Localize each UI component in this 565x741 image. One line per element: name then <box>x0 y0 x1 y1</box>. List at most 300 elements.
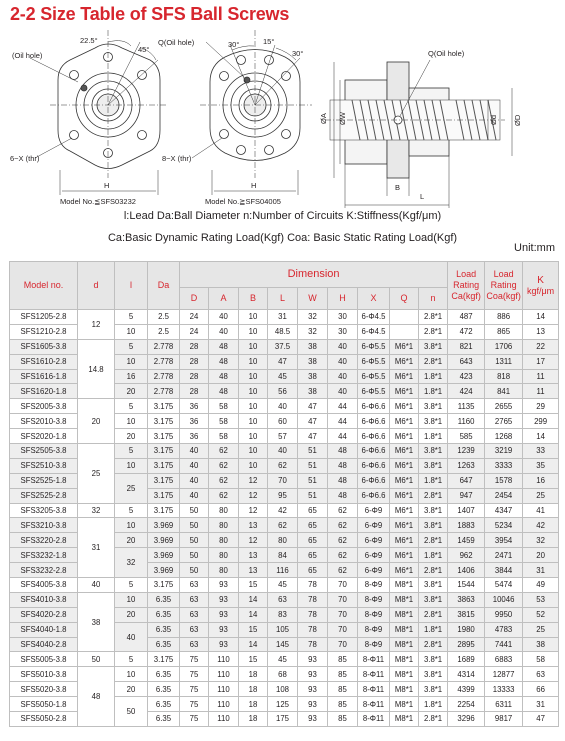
right-phi-w-label: ØW <box>338 112 347 125</box>
table-cell: 93 <box>298 697 328 712</box>
table-cell: 50 <box>78 652 115 667</box>
table-cell: 6.35 <box>148 682 180 697</box>
table-cell: SFS1205-2.8 <box>10 310 78 325</box>
table-cell: M8*1 <box>390 607 419 622</box>
table-cell: 44 <box>328 399 358 414</box>
table-cell: 2.8*1 <box>419 637 448 652</box>
table-cell: 10 <box>115 414 148 429</box>
table-cell: 7441 <box>485 637 523 652</box>
table-cell: SFS1616-1.8 <box>10 369 78 384</box>
table-cell: 48 <box>328 473 358 488</box>
table-cell: 8-Φ11 <box>358 652 390 667</box>
table-cell: 3.8*1 <box>419 518 448 533</box>
table-cell: 14 <box>239 607 268 622</box>
table-cell: 6-Φ5.5 <box>358 384 390 399</box>
table-cell: 75 <box>180 667 209 682</box>
table-cell: SFS4005-3.8 <box>10 578 78 593</box>
table-cell: M8*1 <box>390 637 419 652</box>
table-cell: 1.8*1 <box>419 429 448 444</box>
table-cell: 33 <box>523 444 559 459</box>
table-cell: 36 <box>180 429 209 444</box>
header-dim-b: B <box>239 288 268 310</box>
table-cell: 65 <box>298 548 328 563</box>
table-cell: 40 <box>180 458 209 473</box>
table-cell: 10 <box>239 399 268 414</box>
table-cell: M6*1 <box>390 563 419 578</box>
table-cell: 2.8*1 <box>419 324 448 339</box>
table-cell: 28 <box>180 354 209 369</box>
table-cell: 93 <box>298 682 328 697</box>
table-cell: 1980 <box>448 622 485 637</box>
table-cell: 2.8*1 <box>419 712 448 727</box>
table-cell: 8-Φ9 <box>358 607 390 622</box>
spec-table <box>9 261 559 727</box>
table-cell: 85 <box>328 652 358 667</box>
table-cell: 1.8*1 <box>419 384 448 399</box>
table-cell: SFS3232-2.8 <box>10 563 78 578</box>
table-cell: 78 <box>298 622 328 637</box>
table-cell: 31 <box>268 310 298 325</box>
table-cell: 2.8*1 <box>419 607 448 622</box>
table-cell: M6*1 <box>390 384 419 399</box>
table-cell: 62 <box>268 518 298 533</box>
table-cell: 10 <box>239 429 268 444</box>
table-cell: 78 <box>298 637 328 652</box>
side-view-drawing <box>325 60 512 208</box>
table-cell: 2.8*1 <box>419 533 448 548</box>
table-cell: 85 <box>328 667 358 682</box>
table-cell: 75 <box>180 697 209 712</box>
table-cell: 1689 <box>448 652 485 667</box>
table-header <box>10 262 559 310</box>
table-cell: 48 <box>209 339 239 354</box>
table-cell: 40 <box>209 324 239 339</box>
table-cell: 80 <box>268 533 298 548</box>
table-cell: SFS2010-3.8 <box>10 414 78 429</box>
table-cell: 40 <box>328 384 358 399</box>
table-cell: 62 <box>209 473 239 488</box>
table-cell: 58 <box>209 399 239 414</box>
table-cell: M8*1 <box>390 697 419 712</box>
table-cell: 818 <box>485 369 523 384</box>
table-cell: 20 <box>115 682 148 697</box>
table-cell: 1268 <box>485 429 523 444</box>
table-cell: 8-Φ9 <box>358 578 390 593</box>
table-cell: SFS2020-1.8 <box>10 429 78 444</box>
table-cell: M6*1 <box>390 429 419 444</box>
table-cell: 75 <box>180 652 209 667</box>
header-model: Model no. <box>10 262 78 310</box>
table-cell: 18 <box>239 712 268 727</box>
table-cell: 38 <box>298 339 328 354</box>
table-cell: 3.969 <box>148 518 180 533</box>
table-cell: 6-Φ6.6 <box>358 414 390 429</box>
table-cell: 93 <box>209 622 239 637</box>
table-cell: 10 <box>115 592 148 607</box>
table-cell: SFS4040-2.8 <box>10 637 78 652</box>
table-cell: 47 <box>268 354 298 369</box>
table-cell: SFS3210-3.8 <box>10 518 78 533</box>
table-cell: 80 <box>209 548 239 563</box>
table-cell: 3.175 <box>148 429 180 444</box>
table-cell: SFS1605-3.8 <box>10 339 78 354</box>
table-cell: M6*1 <box>390 458 419 473</box>
table-cell: 3863 <box>448 592 485 607</box>
table-cell: 2.5 <box>148 310 180 325</box>
table-cell: 5 <box>115 310 148 325</box>
table-cell: SFS2005-3.8 <box>10 399 78 414</box>
table-cell: 3.175 <box>148 578 180 593</box>
table-cell: 1706 <box>485 339 523 354</box>
table-cell: 821 <box>448 339 485 354</box>
table-cell: 17 <box>523 354 559 369</box>
table-cell: 42 <box>523 518 559 533</box>
table-cell: 3219 <box>485 444 523 459</box>
table-cell: 9817 <box>485 712 523 727</box>
table-cell: 40 <box>180 444 209 459</box>
table-cell: 8-Φ11 <box>358 682 390 697</box>
table-cell: SFS3205-3.8 <box>10 503 78 518</box>
table-cell: 3.8*1 <box>419 592 448 607</box>
table-cell: 5 <box>115 652 148 667</box>
table-cell: 6-Φ6.6 <box>358 488 390 503</box>
table-cell: 14 <box>523 310 559 325</box>
table-cell: 32 <box>298 324 328 339</box>
table-cell: 10 <box>239 444 268 459</box>
table-cell: 3.175 <box>148 414 180 429</box>
table-cell: 25 <box>78 444 115 504</box>
table-cell: 20 <box>115 607 148 622</box>
table-row <box>10 503 559 518</box>
table-cell: 78 <box>298 607 328 622</box>
table-cell: M6*1 <box>390 548 419 563</box>
table-cell: 78 <box>298 578 328 593</box>
table-cell: 10 <box>115 458 148 473</box>
table-cell: 25 <box>523 622 559 637</box>
table-cell: 6311 <box>485 697 523 712</box>
table-cell: 20 <box>523 548 559 563</box>
left-thread-label: 6−X (thr) <box>10 154 40 163</box>
table-cell: 24 <box>180 310 209 325</box>
table-cell: 80 <box>209 503 239 518</box>
table-cell: 45 <box>268 578 298 593</box>
table-cell: 1883 <box>448 518 485 533</box>
middle-model-label: Model No.≧SFS04005 <box>205 197 281 206</box>
table-cell: 63 <box>268 592 298 607</box>
table-cell: 62 <box>328 518 358 533</box>
table-cell: 28 <box>180 384 209 399</box>
middle-angle-a-label: 30° <box>228 40 240 49</box>
table-cell: 83 <box>268 607 298 622</box>
table-cell: 70 <box>328 578 358 593</box>
table-cell: 3.175 <box>148 652 180 667</box>
table-row <box>10 592 559 607</box>
table-cell: 28 <box>180 369 209 384</box>
table-cell: 10 <box>115 518 148 533</box>
table-cell: 6.35 <box>148 637 180 652</box>
table-cell: 58 <box>209 429 239 444</box>
table-cell: 2.778 <box>148 339 180 354</box>
table-cell: 30 <box>328 310 358 325</box>
table-cell: 6.35 <box>148 712 180 727</box>
header-dim-n: n <box>419 288 448 310</box>
table-cell: 57 <box>268 429 298 444</box>
table-cell: 3.175 <box>148 473 180 488</box>
table-cell: 14 <box>239 592 268 607</box>
table-cell: 58 <box>209 414 239 429</box>
table-cell: 6-Φ9 <box>358 518 390 533</box>
table-cell: 110 <box>209 697 239 712</box>
table-cell: 3954 <box>485 533 523 548</box>
table-cell: M6*1 <box>390 503 419 518</box>
table-cell: 16 <box>115 369 148 384</box>
table-cell: 31 <box>523 563 559 578</box>
table-cell: 3.8*1 <box>419 414 448 429</box>
table-cell: 3.8*1 <box>419 399 448 414</box>
table-cell: 56 <box>268 384 298 399</box>
table-cell: 6-Φ9 <box>358 563 390 578</box>
header-dim-a: A <box>209 288 239 310</box>
table-cell: 62 <box>209 458 239 473</box>
header-dim-h: H <box>328 288 358 310</box>
left-angle-b-label: 45° <box>138 45 150 54</box>
table-cell: M6*1 <box>390 518 419 533</box>
table-cell: 10 <box>239 310 268 325</box>
table-cell: 62 <box>328 548 358 563</box>
table-cell: 3815 <box>448 607 485 622</box>
table-cell: 10 <box>239 414 268 429</box>
table-cell: SFS1620-1.8 <box>10 384 78 399</box>
table-cell: 85 <box>328 682 358 697</box>
table-row <box>10 310 559 325</box>
table-cell: 38 <box>298 354 328 369</box>
table-cell: 47 <box>523 712 559 727</box>
table-row <box>10 667 559 682</box>
table-cell: 50 <box>180 563 209 578</box>
table-cell: 2.8*1 <box>419 310 448 325</box>
table-cell: 20 <box>115 533 148 548</box>
table-cell: 40 <box>180 473 209 488</box>
table-cell: 108 <box>268 682 298 697</box>
table-cell: 58 <box>523 652 559 667</box>
legend-line-2: Ca:Basic Dynamic Rating Load(Kgf) Coa: Basic Static Rating Load(Kgf) <box>107 232 458 244</box>
table-cell: 84 <box>268 548 298 563</box>
table-cell: 3.8*1 <box>419 444 448 459</box>
table-cell: 28 <box>180 339 209 354</box>
table-cell: 40 <box>268 399 298 414</box>
table-cell: M6*1 <box>390 339 419 354</box>
table-cell: 299 <box>523 414 559 429</box>
table-cell: 18 <box>239 697 268 712</box>
table-cell: 6.35 <box>148 592 180 607</box>
table-cell: 93 <box>209 637 239 652</box>
table-cell: 865 <box>485 324 523 339</box>
table-cell: 10046 <box>485 592 523 607</box>
table-cell: 12 <box>239 488 268 503</box>
table-cell: 18 <box>239 667 268 682</box>
table-cell: M8*1 <box>390 652 419 667</box>
table-cell: 48 <box>209 384 239 399</box>
table-cell: 70 <box>328 637 358 652</box>
middle-thread-label: 8−X (thr) <box>162 154 192 163</box>
table-cell: 45 <box>268 369 298 384</box>
table-cell: 5474 <box>485 578 523 593</box>
table-cell: 75 <box>180 682 209 697</box>
table-cell: 3.8*1 <box>419 503 448 518</box>
table-cell: 116 <box>268 563 298 578</box>
table-cell: SFS5005-3.8 <box>10 652 78 667</box>
table-cell: 105 <box>268 622 298 637</box>
legend-line-1: l:Lead Da:Ball Diameter n:Number of Circuits K:Stiffness(Kgf/μm) <box>123 210 442 222</box>
table-cell: 12 <box>239 533 268 548</box>
table-cell: 40 <box>328 339 358 354</box>
header-lead: l <box>115 262 148 310</box>
table-cell: 36 <box>180 399 209 414</box>
table-cell: 15 <box>239 652 268 667</box>
table-cell: SFS2525-1.8 <box>10 473 78 488</box>
table-cell: 1.8*1 <box>419 548 448 563</box>
table-cell: 31 <box>78 518 115 578</box>
table-cell: 62 <box>328 533 358 548</box>
table-cell: 44 <box>328 414 358 429</box>
table-cell: SFS4040-1.8 <box>10 622 78 637</box>
table-cell: 5234 <box>485 518 523 533</box>
table-cell: 13 <box>523 324 559 339</box>
table-cell: 4399 <box>448 682 485 697</box>
table-cell: 962 <box>448 548 485 563</box>
table-cell: 13 <box>239 563 268 578</box>
table-cell: 12 <box>239 503 268 518</box>
table-cell: 44 <box>328 429 358 444</box>
table-cell: 8-Φ11 <box>358 697 390 712</box>
table-cell: 32 <box>523 533 559 548</box>
unit-label: Unit:mm <box>514 242 555 254</box>
table-cell: 40 <box>209 310 239 325</box>
table-cell: 10 <box>115 354 148 369</box>
table-cell: 2254 <box>448 697 485 712</box>
table-cell: 14 <box>523 429 559 444</box>
table-cell: 14.8 <box>78 339 115 399</box>
table-cell: 110 <box>209 712 239 727</box>
table-cell <box>390 324 419 339</box>
table-cell: 3.175 <box>148 488 180 503</box>
header-da: Da <box>148 262 180 310</box>
table-cell: 63 <box>180 578 209 593</box>
table-cell: 52 <box>523 607 559 622</box>
table-cell: 1135 <box>448 399 485 414</box>
table-cell: 80 <box>209 533 239 548</box>
table-cell: SFS5020-3.8 <box>10 682 78 697</box>
table-cell: 93 <box>209 592 239 607</box>
table-row <box>10 339 559 354</box>
table-row <box>10 578 559 593</box>
table-cell: 25 <box>115 473 148 503</box>
table-cell: SFS3232-1.8 <box>10 548 78 563</box>
table-cell: 2.8*1 <box>419 354 448 369</box>
table-cell: 48 <box>328 444 358 459</box>
table-cell: 5 <box>115 339 148 354</box>
table-cell: 65 <box>298 503 328 518</box>
table-cell: 62 <box>209 444 239 459</box>
left-angle-a-label: 22.5° <box>80 36 98 45</box>
table-cell: 4314 <box>448 667 485 682</box>
table-cell: 16 <box>523 473 559 488</box>
table-cell: M6*1 <box>390 354 419 369</box>
table-cell: 947 <box>448 488 485 503</box>
table-cell: 2765 <box>485 414 523 429</box>
table-cell: 6-Φ9 <box>358 548 390 563</box>
table-cell: 2655 <box>485 399 523 414</box>
table-cell: 10 <box>239 458 268 473</box>
table-cell: 32 <box>298 310 328 325</box>
left-oil-hole-label: (Oil hole) <box>12 51 43 60</box>
table-cell: 38 <box>78 592 115 652</box>
table-cell: 6.35 <box>148 607 180 622</box>
middle-angle-b-label: 15° <box>263 37 275 46</box>
table-cell: 3.175 <box>148 399 180 414</box>
table-cell: 63 <box>180 622 209 637</box>
table-cell: 65 <box>298 518 328 533</box>
table-cell: 60 <box>268 414 298 429</box>
table-cell: 93 <box>209 607 239 622</box>
table-cell: 70 <box>268 473 298 488</box>
table-cell: 585 <box>448 429 485 444</box>
table-cell: 4347 <box>485 503 523 518</box>
table-cell: 6-Φ5.5 <box>358 369 390 384</box>
table-cell: 62 <box>328 503 358 518</box>
table-cell: 40 <box>268 444 298 459</box>
table-cell: 93 <box>209 578 239 593</box>
table-cell: 85 <box>328 697 358 712</box>
table-cell: 37.5 <box>268 339 298 354</box>
table-cell: 110 <box>209 682 239 697</box>
table-cell: 2471 <box>485 548 523 563</box>
table-cell: 424 <box>448 384 485 399</box>
table-cell: 3.8*1 <box>419 682 448 697</box>
table-cell: 95 <box>268 488 298 503</box>
table-cell: 1160 <box>448 414 485 429</box>
table-cell: 6.35 <box>148 667 180 682</box>
table-cell: 3.8*1 <box>419 652 448 667</box>
header-coa: Load Rating Coa(kgf) <box>485 262 523 310</box>
left-h-label: H <box>104 181 110 190</box>
table-cell: 10 <box>239 384 268 399</box>
table-row <box>10 518 559 533</box>
table-cell: 50 <box>180 503 209 518</box>
table-cell: SFS2525-2.8 <box>10 488 78 503</box>
table-cell: 38 <box>298 369 328 384</box>
table-cell: 886 <box>485 310 523 325</box>
table-cell: 48 <box>328 458 358 473</box>
table-cell: SFS5010-3.8 <box>10 667 78 682</box>
table-cell: M8*1 <box>390 712 419 727</box>
table-cell: 31 <box>523 697 559 712</box>
table-cell: M8*1 <box>390 622 419 637</box>
middle-angle-c-label: 30° <box>292 49 304 58</box>
table-cell: 3844 <box>485 563 523 578</box>
table-cell: 49 <box>523 578 559 593</box>
table-cell: 41 <box>523 503 559 518</box>
table-cell: 6-Φ4.5 <box>358 324 390 339</box>
table-cell: 20 <box>78 399 115 444</box>
table-cell: SFS4010-3.8 <box>10 592 78 607</box>
table-cell: 62 <box>209 488 239 503</box>
left-model-label: Model No.≦SFS03232 <box>60 197 136 206</box>
table-cell: 36 <box>180 414 209 429</box>
table-cell: 647 <box>448 473 485 488</box>
table-cell: 78 <box>298 592 328 607</box>
table-cell: 2.8*1 <box>419 563 448 578</box>
